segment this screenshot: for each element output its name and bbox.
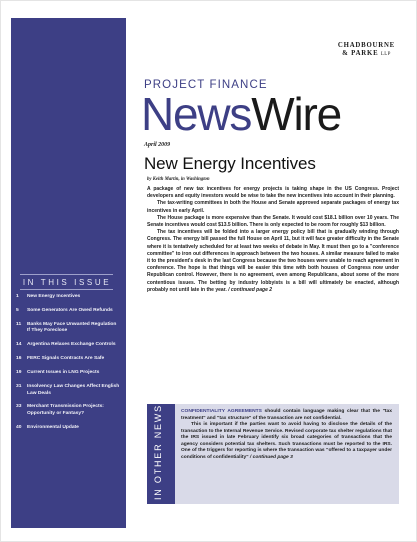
firm-name-line1: CHADBOURNE (337, 42, 395, 49)
toc-title: Banks May Face Unwanted Regulation If They Foreclose (27, 321, 117, 334)
toc-title: FERC Signals Contracts Are Safe (27, 356, 105, 362)
toc-top-rule (20, 274, 113, 275)
toc-page: 33 (16, 404, 22, 410)
toc-item[interactable] (16, 356, 120, 362)
firm-logo (338, 42, 395, 57)
other-news-paragraph (181, 422, 392, 461)
article-paragraph: The tax-writing committees in both the House and Senate approved separate packages of energy tax incentives in early April. (147, 200, 399, 214)
toc-title: New Energy Incentives (27, 294, 81, 299)
toc-page: 11 (16, 321, 22, 327)
toc-item[interactable] (16, 308, 120, 314)
masthead-wire: Wire (251, 88, 341, 140)
toc-item[interactable] (16, 404, 120, 417)
toc-title: Merchant Transmission Projects: Opportunity or Fantasy? (27, 404, 104, 416)
other-news-body (181, 409, 392, 461)
masthead-news: News (141, 88, 252, 140)
toc-page: 14 (16, 342, 22, 348)
other-news-second-text: This is important if the parties want to avoid having to disclose the details of the transaction to the Internal Revenue Service. Revised corporate tax shelter regulations that the IRS issued in late February identify six broad categories of transactions that the agency considers potential tax shelters. Such transactions must be reported to the IRS. One of the triggers for reporting is where the transaction was "offered to a taxpayer under conditions of confidentiality" (181, 422, 392, 460)
toc-title: Some Generators Are Owed Refunds (27, 307, 113, 313)
issue-date: April 2009 (144, 142, 171, 148)
masthead-title (141, 90, 341, 138)
other-news-first-text: should contain language making clear that the "tax treatment" and "tax structure" of the transaction are not confidential. (181, 409, 392, 421)
toc-page: 40 (16, 424, 22, 430)
toc-page: 5 (16, 307, 19, 313)
toc-page: 31 (16, 384, 22, 390)
toc-page: 1 (16, 294, 19, 299)
toc-title: Insolvency Law Changes Affect English Law Deals (27, 384, 120, 396)
article-continued-link[interactable]: / continued page 2 (228, 286, 273, 293)
toc-item[interactable] (16, 370, 120, 376)
article-headline: New Energy Incentives (144, 154, 316, 173)
other-news-label: IN OTHER NEWS (153, 404, 163, 500)
firm-name-llp: LLP (380, 52, 391, 57)
toc-page: 16 (16, 356, 22, 362)
other-news-lead: CONFIDENTIALITY AGREEMENTS (181, 409, 262, 414)
publication-eyebrow: PROJECT FINANCE (144, 79, 268, 91)
table-of-contents (16, 294, 120, 439)
toc-page: 19 (16, 370, 22, 376)
toc-title: Current Issues in LNG Projects (27, 370, 100, 376)
firm-name-line2 (338, 50, 395, 57)
article-byline: by Keith Martin, in Washington (147, 177, 210, 182)
article-paragraph-text: The tax incentives will be folded into a larger energy policy bill that is gradually winding through Congress. The energy bill passed the full House on April 11, but it will face greater difficulty in the Senate where it is tentatively scheduled for at least two weeks of debate in May. It must then go to a "conference committee" to iron out differences in approach between the two houses. A similar measure failed to make it to the president's desk in the last Congress because the two houses were unable to reach agreement in conference. The hope is that things will be easier this time with both houses of Congress now under Republican control. However, there is no agreement, even among Republicans, about some of the more contentious issues. The betting by industry lobbyists is a bill will ultimately be enacted, although probably not until late in the year. (147, 229, 399, 293)
article-paragraph: A package of new tax incentives for energy projects is taking shape in the US Congress. Project developers and equity investors would be wise to take the new incentives into account in their planning. (147, 186, 399, 200)
toc-item[interactable] (16, 342, 120, 348)
toc-title: Environmental Update (27, 424, 79, 430)
toc-item[interactable] (16, 294, 120, 300)
other-news-paragraph (181, 409, 392, 422)
toc-bottom-rule (20, 289, 113, 290)
toc-item[interactable] (16, 425, 120, 431)
other-news-continued-link[interactable]: / continued page 3 (249, 454, 293, 460)
article-paragraph: The House package is more expensive than the Senate. It would cost $18.1 billion over 10 years. The Senate incentives would cost $13.5 billion. There is only expected to be room for roughly $13 billion. (147, 214, 399, 229)
toc-item[interactable] (16, 384, 120, 397)
article-body (147, 186, 399, 294)
firm-name-parke: & PARKE (342, 50, 379, 57)
article-paragraph-last (147, 229, 399, 294)
toc-title: Argentina Relaxes Exchange Controls (27, 342, 116, 348)
toc-item[interactable] (16, 322, 120, 335)
toc-heading: IN THIS ISSUE (22, 278, 112, 287)
sidebar (11, 18, 126, 528)
